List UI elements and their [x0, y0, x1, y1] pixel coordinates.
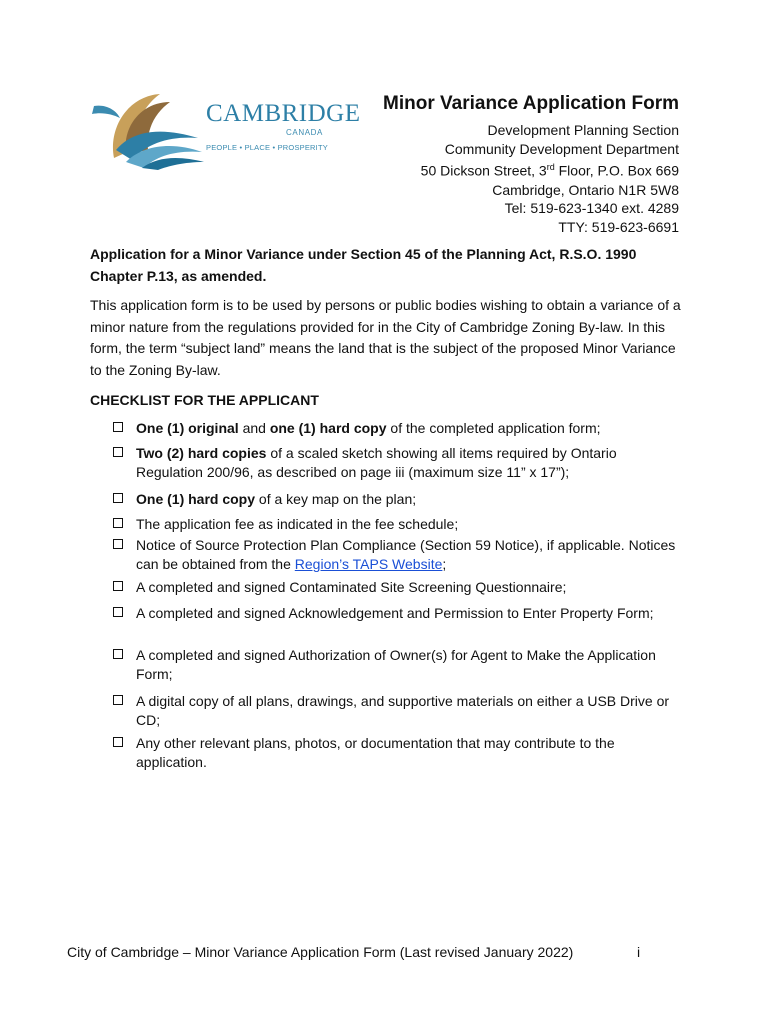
legal-authority-statement: Application for a Minor Variance under Section 45 of the Planning Act, R.S.O. 1990 Chapter P.13, as amended. — [90, 246, 637, 284]
address-line: Community Development Department — [444, 140, 679, 157]
taps-website-link[interactable]: Region’s TAPS Website — [294, 556, 443, 572]
checkbox[interactable] — [113, 649, 123, 659]
department-address — [421, 121, 679, 237]
address-line: Cambridge, Ontario N1R 5W8 — [492, 181, 679, 198]
checklist-item: A completed and signed Contaminated Site Screening Questionnaire; — [113, 578, 678, 597]
checkbox[interactable] — [113, 539, 123, 549]
checklist-item: Two (2) hard copies of a scaled sketch showing all items required by Ontario Regulation 200/96, as described on page iii (maximum size 11” x 17”); — [113, 444, 678, 482]
form-title: Minor Variance Application Form — [383, 93, 679, 114]
checkbox[interactable] — [113, 737, 123, 747]
logo-country: CANADA — [286, 128, 323, 137]
checklist-heading: CHECKLIST FOR THE APPLICANT — [90, 392, 319, 408]
checkbox[interactable] — [113, 447, 123, 457]
logo-tagline: PEOPLE • PLACE • PROSPERITY — [206, 143, 328, 152]
checklist-item: A completed and signed Acknowledgement and Permission to Enter Property Form; — [113, 604, 678, 623]
checklist-item: One (1) original and one (1) hard copy of the completed application form; — [113, 419, 678, 438]
checkbox[interactable] — [113, 493, 123, 503]
checklist-item: One (1) hard copy of a key map on the plan; — [113, 490, 678, 509]
page-footer: City of Cambridge – Minor Variance Application Form (Last revised January 2022) — [67, 944, 574, 960]
form-purpose-paragraph: This application form is to be used by persons or public bodies wishing to obtain a variance of a minor nature from the regulations provided for in the City of Cambridge Zoning By-law. In this form, the term “subject land” means the land that is the subject of the proposed Minor Variance to the Zoning By-law. — [90, 297, 681, 378]
checklist-item: The application fee as indicated in the fee schedule; — [113, 515, 678, 534]
cambridge-swoosh-icon — [86, 88, 206, 170]
address-line-street: 50 Dickson Street, 3rd Floor, P.O. Box 669 — [420, 162, 679, 180]
page-number: i — [637, 944, 641, 960]
city-logo — [86, 88, 361, 170]
tty-line: TTY: 519-623-6691 — [558, 219, 679, 236]
checkbox[interactable] — [113, 518, 123, 528]
address-line: Development Planning Section — [487, 122, 679, 138]
checklist-item: A digital copy of all plans, drawings, and supportive materials on either a USB Drive or CD; — [113, 692, 678, 730]
phone-line: Tel: 519-623-1340 ext. 4289 — [504, 200, 679, 217]
checkbox[interactable] — [113, 422, 123, 432]
checkbox[interactable] — [113, 607, 123, 617]
logo-wordmark: CAMBRIDGE — [206, 100, 361, 127]
checkbox[interactable] — [113, 581, 123, 591]
checklist-item: Any other relevant plans, photos, or documentation that may contribute to the application. — [113, 734, 678, 772]
checklist-item: A completed and signed Authorization of Owner(s) for Agent to Make the Application Form; — [113, 646, 678, 684]
checkbox[interactable] — [113, 695, 123, 705]
checklist-item: Notice of Source Protection Plan Compliance (Section 59 Notice), if applicable. Notices can be obtained from the Region’s TAPS Website; — [113, 536, 678, 574]
